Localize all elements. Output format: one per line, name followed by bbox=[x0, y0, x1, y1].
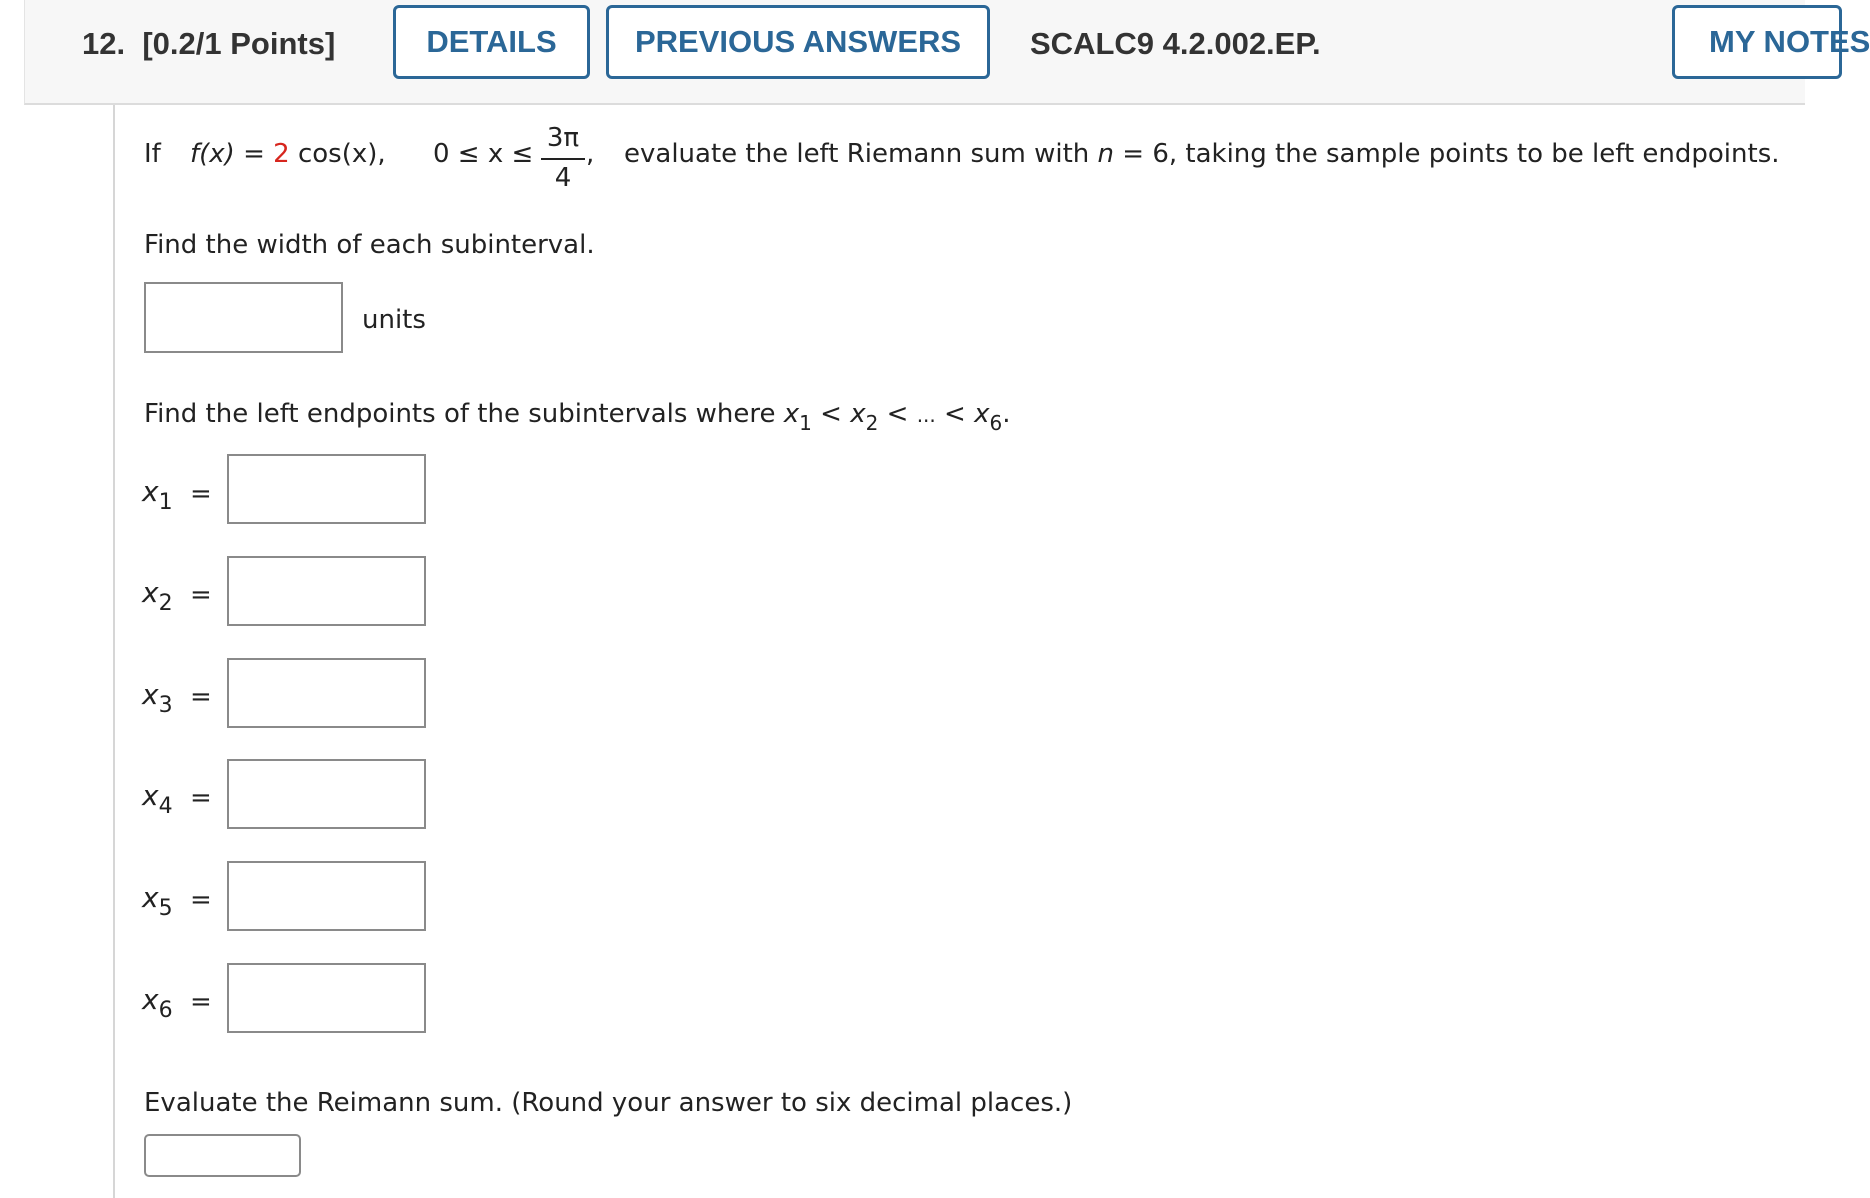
endpoint-equals: = bbox=[190, 987, 212, 1017]
endpoint-var: x bbox=[142, 881, 159, 914]
endpoints-prompt bbox=[144, 399, 1010, 435]
endpoint-x2-input[interactable] bbox=[227, 556, 426, 626]
question-number-points bbox=[82, 26, 335, 62]
endpoint-x4-input[interactable] bbox=[227, 759, 426, 829]
problem-domain-lower: 0 ≤ x ≤ bbox=[433, 139, 534, 169]
function-equals: = bbox=[243, 139, 265, 169]
x-variable: x bbox=[974, 399, 990, 429]
endpoint-x3-input[interactable] bbox=[227, 658, 426, 728]
endpoint-sub: 5 bbox=[158, 896, 173, 921]
endpoint-x6-input[interactable] bbox=[227, 963, 426, 1033]
period: . bbox=[1002, 399, 1011, 429]
my-notes-button[interactable]: MY NOTES bbox=[1672, 5, 1842, 79]
less-than: < bbox=[820, 399, 842, 429]
question-header bbox=[24, 0, 1870, 105]
endpoint-var: x bbox=[142, 678, 159, 711]
n-variable: n bbox=[1097, 139, 1115, 169]
ellipsis: ... bbox=[916, 403, 936, 427]
endpoint-label-x5 bbox=[142, 881, 173, 921]
width-prompt: Find the width of each subinterval. bbox=[144, 230, 595, 260]
endpoint-equals: = bbox=[190, 682, 212, 712]
width-answer-input[interactable] bbox=[144, 282, 343, 353]
fraction-denominator: 4 bbox=[554, 163, 572, 193]
endpoints-prompt-text: Find the left endpoints of the subintervals where bbox=[144, 399, 776, 429]
endpoint-sub: 1 bbox=[158, 490, 173, 515]
endpoint-var: x bbox=[142, 983, 159, 1016]
function-rhs: cos(x), bbox=[297, 139, 386, 169]
endpoint-label-x2 bbox=[142, 576, 173, 616]
x-variable: x bbox=[783, 399, 800, 429]
riemann-sum-input[interactable] bbox=[144, 1134, 301, 1177]
domain-upper-fraction bbox=[537, 122, 589, 194]
endpoint-x5-input[interactable] bbox=[227, 861, 426, 931]
subscript: 2 bbox=[865, 411, 879, 435]
problem-code: SCALC9 4.2.002.EP. bbox=[1030, 26, 1321, 61]
problem-function bbox=[190, 139, 386, 169]
endpoint-sub: 4 bbox=[158, 794, 173, 819]
endpoint-var: x bbox=[142, 576, 159, 609]
endpoint-var: x bbox=[142, 779, 159, 812]
fraction-numerator: 3π bbox=[546, 123, 580, 153]
sum-prompt: Evaluate the Reimann sum. (Round your answer to six decimal places.) bbox=[144, 1088, 1073, 1118]
endpoint-label-x1 bbox=[142, 475, 173, 515]
endpoint-sub: 6 bbox=[158, 998, 173, 1023]
endpoint-equals: = bbox=[190, 783, 212, 813]
fraction-comma: , bbox=[586, 139, 595, 169]
endpoint-sub: 3 bbox=[158, 693, 173, 718]
endpoint-equals: = bbox=[190, 885, 212, 915]
x-variable: x bbox=[850, 399, 866, 429]
endpoint-label-x3 bbox=[142, 678, 173, 718]
instruction-part2: = 6, taking the sample points to be left endpoints. bbox=[1122, 139, 1780, 169]
endpoint-label-x4 bbox=[142, 779, 173, 819]
content-left-rule bbox=[113, 105, 115, 1198]
units-label: units bbox=[362, 305, 426, 335]
endpoint-equals: = bbox=[190, 580, 212, 610]
subscript: 1 bbox=[799, 411, 812, 435]
less-than: < bbox=[886, 399, 909, 429]
endpoint-label-x6 bbox=[142, 983, 173, 1023]
endpoint-x1-input[interactable] bbox=[227, 454, 426, 524]
subscript: 6 bbox=[989, 411, 1003, 435]
problem-instruction bbox=[624, 139, 1780, 169]
problem-if: If bbox=[144, 139, 161, 169]
instruction-part1: evaluate the left Riemann sum with bbox=[624, 139, 1090, 169]
endpoint-equals: = bbox=[190, 479, 212, 509]
question-points: [0.2/1 Points] bbox=[142, 26, 336, 61]
fraction-bar bbox=[541, 158, 585, 160]
question-number: 12. bbox=[82, 26, 126, 61]
function-coefficient: 2 bbox=[273, 139, 290, 169]
endpoint-sub: 2 bbox=[158, 591, 173, 616]
previous-answers-button[interactable]: PREVIOUS ANSWERS bbox=[606, 5, 990, 79]
function-lhs: f(x) bbox=[190, 139, 235, 169]
endpoint-var: x bbox=[142, 475, 159, 508]
less-than: < bbox=[944, 399, 966, 429]
details-button[interactable]: DETAILS bbox=[393, 5, 590, 79]
